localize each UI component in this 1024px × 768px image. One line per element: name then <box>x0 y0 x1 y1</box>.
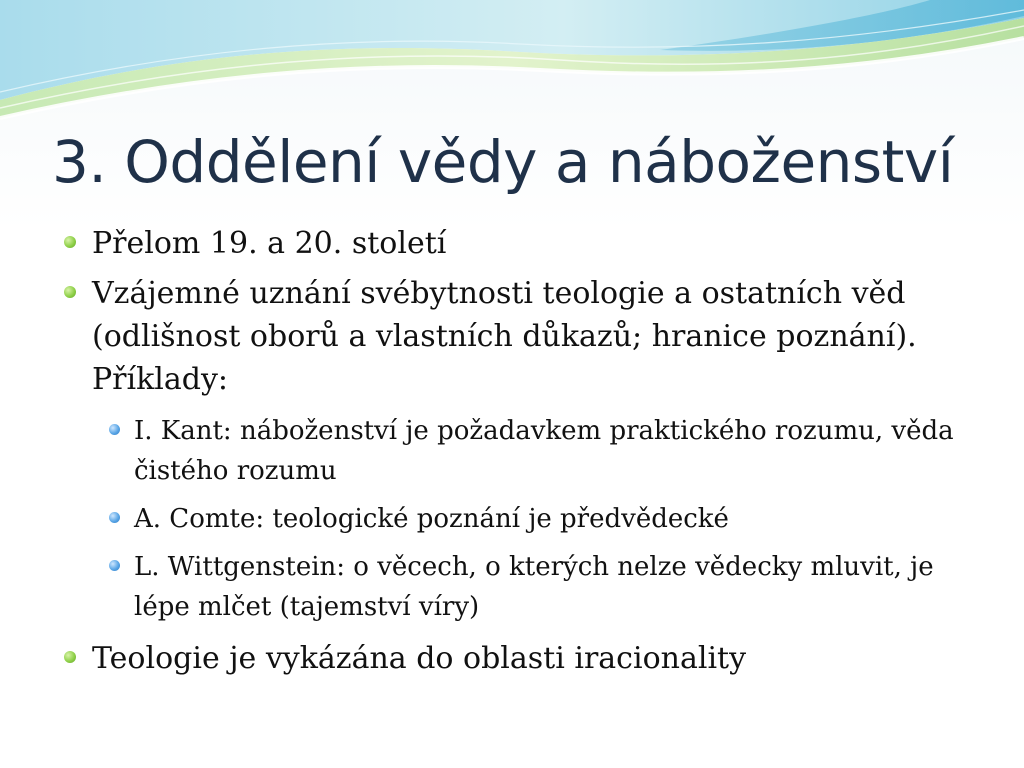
list-item-text: Přelom 19. a 20. století <box>92 226 447 261</box>
list-item-text: L. Wittgenstein: o věcech, o kterých nelze vědecky mluvit, je lépe mlčet (tajemství víry) <box>134 552 934 622</box>
list-item <box>62 272 982 401</box>
list-item-text: A. Comte: teologické poznání je předvědecké <box>134 504 729 534</box>
list-item-text: Vzájemné uznání svébytnosti teologie a ostatních věd (odlišnost oborů a vlastních důkazů; hranice poznání). Příklady: <box>92 276 917 397</box>
bullet-dot-icon <box>109 560 120 571</box>
list-item <box>62 222 982 265</box>
decorative-wave-header <box>0 0 1024 130</box>
bullet-dot-icon <box>64 651 76 663</box>
list-item <box>62 499 982 539</box>
bullet-dot-icon <box>64 286 76 298</box>
bullet-dot-icon <box>64 236 76 248</box>
list-item-text: Teologie je vykázána do oblasti iracionality <box>92 641 747 676</box>
bullet-dot-icon <box>109 512 120 523</box>
slide-title: 3. Oddělení vědy a náboženství <box>52 128 954 196</box>
list-item <box>62 547 982 627</box>
bullet-dot-icon <box>109 424 120 435</box>
list-item-text: I. Kant: náboženství je požadavkem praktického rozumu, věda čistého rozumu <box>134 416 954 486</box>
bullet-list <box>62 222 982 687</box>
list-item <box>62 411 982 491</box>
list-item <box>62 637 982 680</box>
